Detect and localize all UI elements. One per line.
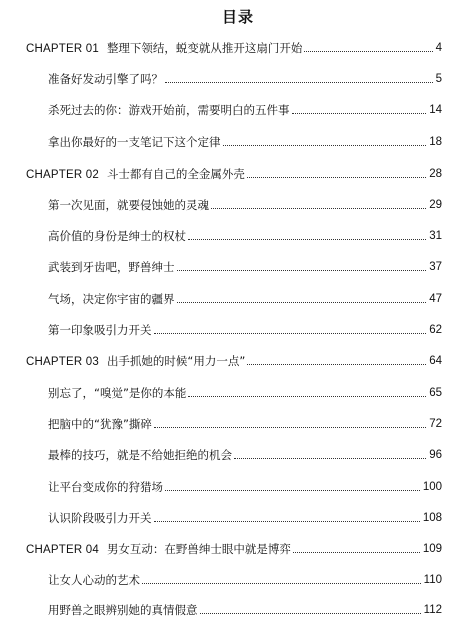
entry-title: 高价值的身份是绅士的权杖 (48, 229, 186, 243)
toc-section-entry[interactable] (0, 257, 476, 277)
dot-leader (154, 521, 420, 522)
toc-section-entry[interactable] (0, 383, 476, 403)
toc-entry-label (26, 539, 292, 560)
toc-entry-label (26, 38, 303, 59)
toc-section-entry[interactable] (0, 69, 476, 89)
toc-section-entry[interactable] (0, 289, 476, 309)
entry-title: 别忘了，“嗅觉”是你的本能 (48, 386, 187, 400)
dot-leader (223, 145, 427, 146)
toc-entry-label (48, 383, 187, 403)
entry-title: 整理下领结，蜕变就从推开这扇门开始 (106, 41, 303, 55)
page-number: 31 (428, 226, 442, 246)
dot-leader (292, 113, 427, 114)
toc-section-entry[interactable] (0, 226, 476, 246)
entry-title: 用野兽之眼辨别她的真情假意 (48, 603, 198, 617)
page-number: 28 (428, 164, 442, 184)
dot-leader (247, 177, 426, 178)
page-number: 110 (423, 570, 442, 590)
toc-chapter-entry[interactable] (0, 38, 476, 58)
entry-title: 最棒的技巧，就是不给她拒绝的机会 (48, 448, 232, 462)
toc-chapter-entry[interactable] (0, 164, 476, 184)
page-number: 62 (428, 320, 442, 340)
toc-section-entry[interactable] (0, 195, 476, 215)
chapter-number: CHAPTER 04 (26, 544, 99, 556)
toc-entry-label (48, 100, 291, 120)
dot-leader (200, 613, 421, 614)
dot-leader (234, 458, 426, 459)
chapter-number: CHAPTER 02 (26, 169, 99, 181)
entry-title: 斗士都有自己的全金属外壳 (106, 167, 245, 181)
toc-section-entry[interactable] (0, 445, 476, 465)
toc-entry-label (48, 195, 210, 215)
page-number: 18 (428, 132, 442, 152)
entry-title: 准备好发动引擎了吗？ (48, 72, 163, 86)
toc-section-entry[interactable] (0, 508, 476, 528)
dot-leader (154, 427, 426, 428)
toc-entry-label (48, 508, 153, 528)
dot-leader (188, 396, 426, 397)
dot-leader (165, 82, 433, 83)
entry-title: 武装到牙齿吧，野兽绅士 (48, 260, 175, 274)
entry-title: 第一印象吸引力开关 (48, 323, 152, 337)
page-number: 108 (422, 508, 442, 528)
page-number: 5 (435, 69, 442, 89)
dot-leader (154, 333, 427, 334)
entry-title: 把脑中的“犹豫”撕碎 (48, 417, 152, 431)
page-number: 29 (428, 195, 442, 215)
toc-section-entry[interactable] (0, 477, 476, 497)
page-number: 109 (422, 539, 442, 559)
entry-title: 让平台变成你的狩猎场 (48, 480, 163, 494)
entry-title: 认识阶段吸引力开关 (48, 511, 152, 525)
page-number: 4 (435, 38, 442, 58)
toc-section-entry[interactable] (0, 132, 476, 152)
dot-leader (177, 270, 427, 271)
toc-chapter-entry[interactable] (0, 539, 476, 559)
dot-leader (293, 552, 420, 553)
entry-title: 杀死过去的你：游戏开始前，需要明白的五件事 (48, 103, 290, 117)
page-number: 96 (428, 445, 442, 465)
page-number: 47 (428, 289, 442, 309)
chapter-number: CHAPTER 03 (26, 356, 99, 368)
toc-entry-label (48, 477, 164, 497)
page-number: 100 (422, 477, 442, 497)
entry-title: 气场，决定你宇宙的疆界 (48, 292, 175, 306)
toc-chapter-entry[interactable] (0, 351, 476, 371)
page-number: 14 (428, 100, 442, 120)
page-number: 112 (423, 600, 442, 620)
entry-title: 让女人心动的艺术 (48, 573, 140, 587)
toc-section-entry[interactable] (0, 320, 476, 340)
entry-title: 男女互动：在野兽绅士眼中就是博弈 (106, 542, 291, 556)
entry-title: 拿出你最好的一支笔记下这个定律 (48, 135, 221, 149)
toc-entry-label (26, 164, 246, 185)
dot-leader (165, 490, 420, 491)
entry-title: 第一次见面，就要侵蚀她的灵魂 (48, 198, 209, 212)
dot-leader (188, 239, 426, 240)
dot-leader (247, 364, 426, 365)
dot-leader (177, 302, 427, 303)
toc-entry-label (48, 570, 141, 590)
toc-section-entry[interactable] (0, 600, 476, 620)
dot-leader (211, 208, 426, 209)
page-number: 72 (428, 414, 442, 434)
toc-entry-label (26, 351, 246, 372)
chapter-number: CHAPTER 01 (26, 43, 99, 55)
toc-entry-label (48, 257, 176, 277)
page-number: 65 (428, 383, 442, 403)
toc-entry-label (48, 132, 222, 152)
toc-entry-label (48, 414, 153, 434)
toc-entry-label (48, 445, 233, 465)
toc-entry-label (48, 289, 176, 309)
toc-entry-label (48, 600, 199, 620)
toc-entry-label (48, 69, 164, 89)
dot-leader (142, 583, 421, 584)
page-number: 37 (428, 257, 442, 277)
toc-entry-label (48, 226, 187, 246)
toc-section-entry[interactable] (0, 570, 476, 590)
toc-section-entry[interactable] (0, 100, 476, 120)
toc-entry-label (48, 320, 153, 340)
entry-title: 出手抓她的时候“用力一点” (106, 354, 246, 368)
dot-leader (304, 51, 432, 52)
toc-section-entry[interactable] (0, 414, 476, 434)
page-title: 目录 (221, 8, 254, 26)
page-number: 64 (428, 351, 442, 371)
